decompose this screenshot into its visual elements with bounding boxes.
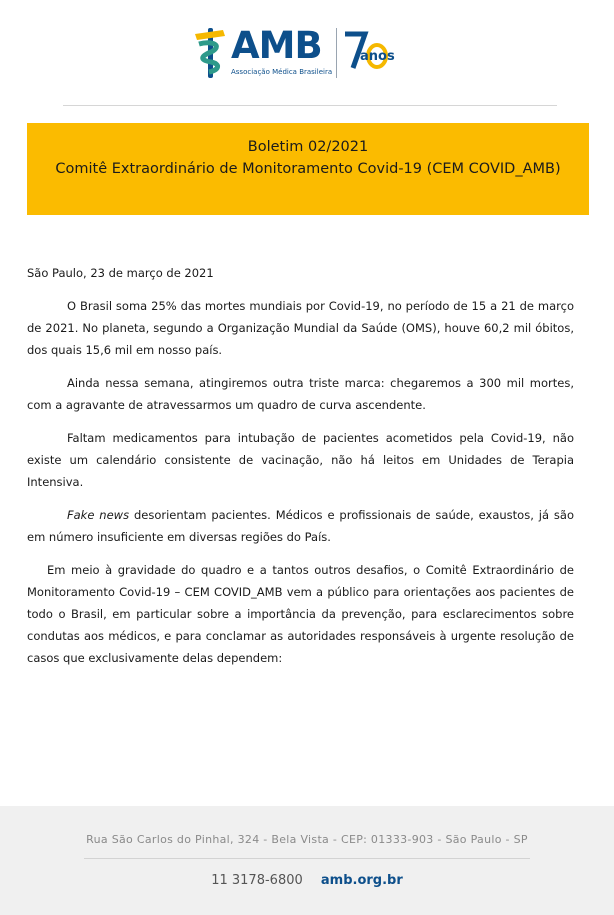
bulletin-body — [27, 262, 574, 680]
logo-subtitle: Associação Médica Brasileira — [231, 68, 333, 76]
date-line: São Paulo, 23 de março de 2021 — [27, 266, 214, 280]
paragraph-1: O Brasil soma 25% das mortes mundiais por Covid-19, no período de 15 a 21 de março de 2021. No planeta, segundo a Organização Mundial da Saúde (OMS), houve 60,2 mil óbitos, dos quais 15,6 mil em nosso país. — [27, 299, 574, 357]
caduceus-emblem-icon — [193, 26, 227, 80]
paragraph-4-text: desorientam pacientes. Médicos e profissionais de saúde, exaustos, já são em número insuficiente em diversas regiões do País. — [27, 508, 574, 544]
paragraph-3: Faltam medicamentos para intubação de pacientes acometidos pela Covid-19, não existe um calendário consistente de vacinação, não há leitos em Unidades de Terapia Intensiva. — [27, 431, 574, 489]
paragraph-5: Em meio à gravidade do quadro e a tantos outros desafios, o Comitê Extraordinário de Monitoramento Covid-19 – CEM COVID_AMB vem a público para orientações aos pacientes de todo o Brasil, em particular sobre a importância da prevenção, para esclarecimentos sobre condutas aos médicos, e para conclamar as autoridades responsáveis à urgente resolução de casos que exclusivamente delas dependem: — [27, 563, 574, 665]
fake-news-term: Fake news — [67, 508, 130, 522]
title-banner — [27, 123, 589, 215]
footer-address: Rua São Carlos do Pinhal, 324 - Bela Vista - CEP: 01333-903 - São Paulo - SP — [86, 833, 528, 846]
paragraph-4 — [27, 504, 574, 548]
footer-website-link[interactable]: amb.org.br — [320, 873, 403, 888]
logo-wordmark: AMB — [231, 24, 322, 67]
anniversary-word: anos — [360, 49, 395, 64]
bulletin-number: Boletim 02/2021 — [247, 139, 369, 155]
amb-logo — [193, 24, 413, 84]
logo-divider — [336, 28, 337, 78]
footer-contacts — [0, 872, 614, 890]
committee-title: Comitê Extraordinário de Monitoramento Covid-19 (CEM COVID_AMB) — [55, 161, 561, 177]
footer — [0, 806, 614, 915]
paragraph-2: Ainda nessa semana, atingiremos outra triste marca: chegaremos a 300 mil mortes, com a agravante de atravessarmos um quadro de curva ascendente. — [27, 376, 574, 412]
footer-divider — [84, 858, 530, 859]
footer-phone: 11 3178-6800 — [211, 873, 303, 888]
header-divider — [63, 105, 557, 106]
